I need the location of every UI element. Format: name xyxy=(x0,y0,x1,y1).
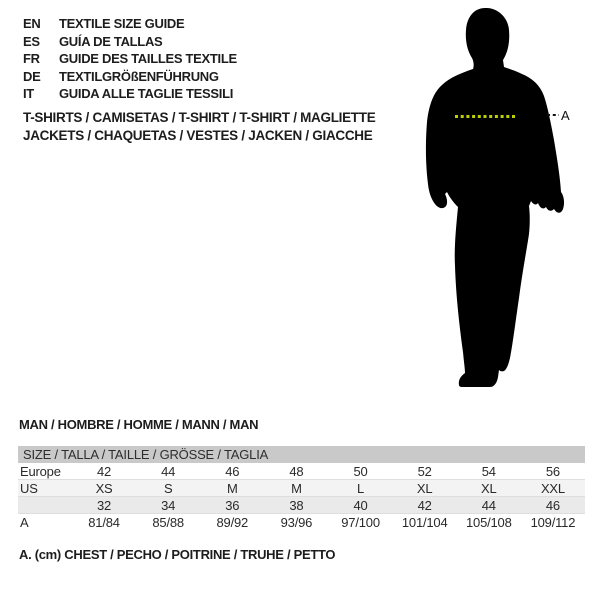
language-code: DE xyxy=(23,68,41,84)
size-cell: 38 xyxy=(289,497,304,513)
table-row-uk xyxy=(18,496,585,513)
row-label: A xyxy=(20,514,29,530)
size-cell: 46 xyxy=(545,497,560,513)
size-cell: 54 xyxy=(481,463,496,479)
size-cell: XL xyxy=(416,480,433,496)
category-jackets: JACKETS / CHAQUETAS / VESTES / JACKEN / GIACCHE xyxy=(23,127,373,143)
size-cell: XL xyxy=(481,480,497,496)
size-cell: 46 xyxy=(225,463,240,479)
category-list xyxy=(23,109,375,144)
language-title: TEXTILGRÖßENFÜHRUNG xyxy=(59,68,219,84)
language-title: TEXTILE SIZE GUIDE xyxy=(59,16,185,32)
size-cell: 32 xyxy=(97,497,112,513)
size-cell: 48 xyxy=(289,463,304,479)
row-label: US xyxy=(20,480,38,496)
measure-label-a: A xyxy=(561,108,570,123)
size-cell: 42 xyxy=(97,463,112,479)
size-cell: 89/92 xyxy=(216,514,249,530)
size-table xyxy=(18,446,585,530)
language-code: IT xyxy=(23,86,34,102)
size-cell: XXL xyxy=(540,480,565,496)
size-cell: 36 xyxy=(225,497,240,513)
table-row-us xyxy=(18,479,585,496)
language-title: GUÍA DE TALLAS xyxy=(59,33,163,49)
language-row xyxy=(23,33,237,51)
size-cell: 109/112 xyxy=(530,514,576,530)
language-list xyxy=(23,15,237,103)
language-row xyxy=(23,68,237,86)
language-row xyxy=(23,15,237,33)
size-cell: 44 xyxy=(481,497,496,513)
language-row xyxy=(23,85,237,103)
language-code: ES xyxy=(23,33,40,49)
size-cell: S xyxy=(163,480,173,496)
size-cell: 85/88 xyxy=(152,514,184,530)
gender-heading: MAN / HOMBRE / HOMME / MANN / MAN xyxy=(19,417,259,432)
size-cell: 44 xyxy=(161,463,176,479)
size-cell: XS xyxy=(95,480,113,496)
size-cell: M xyxy=(291,480,302,496)
row-label: Europe xyxy=(20,463,61,479)
size-cell: 105/108 xyxy=(466,514,512,530)
size-cell: 42 xyxy=(417,497,432,513)
size-cell: 97/100 xyxy=(341,514,380,530)
man-silhouette-shape xyxy=(426,8,564,387)
size-cell: 50 xyxy=(353,463,368,479)
size-cell: 101/104 xyxy=(401,514,448,530)
language-code: EN xyxy=(23,16,41,32)
table-row-europe xyxy=(18,463,585,479)
size-cell: 52 xyxy=(417,463,432,479)
category-tshirts: T-SHIRTS / CAMISETAS / T-SHIRT / T-SHIRT / MAGLIETTE xyxy=(23,110,376,125)
size-cell: 93/96 xyxy=(280,514,313,530)
size-table-header: SIZE / TALLA / TAILLE / GRÖSSE / TAGLIA xyxy=(18,446,585,463)
size-cell: 34 xyxy=(161,497,176,513)
language-title: GUIDE DES TAILLES TEXTILE xyxy=(59,51,237,67)
language-title: GUIDA ALLE TAGLIE TESSILI xyxy=(59,86,234,102)
language-row xyxy=(23,50,237,68)
measurement-footnote: A. (cm) CHEST / PECHO / POITRINE / TRUHE / PETTO xyxy=(19,547,336,562)
size-cell: 56 xyxy=(545,463,560,479)
man-silhouette-icon xyxy=(400,0,600,400)
size-cell: 81/84 xyxy=(88,514,120,530)
size-cell: 40 xyxy=(353,497,368,513)
size-cell: L xyxy=(357,480,365,496)
table-row-chest-a xyxy=(18,513,585,530)
language-code: FR xyxy=(23,51,40,67)
man-figure xyxy=(400,0,600,400)
size-cell: M xyxy=(226,480,238,496)
